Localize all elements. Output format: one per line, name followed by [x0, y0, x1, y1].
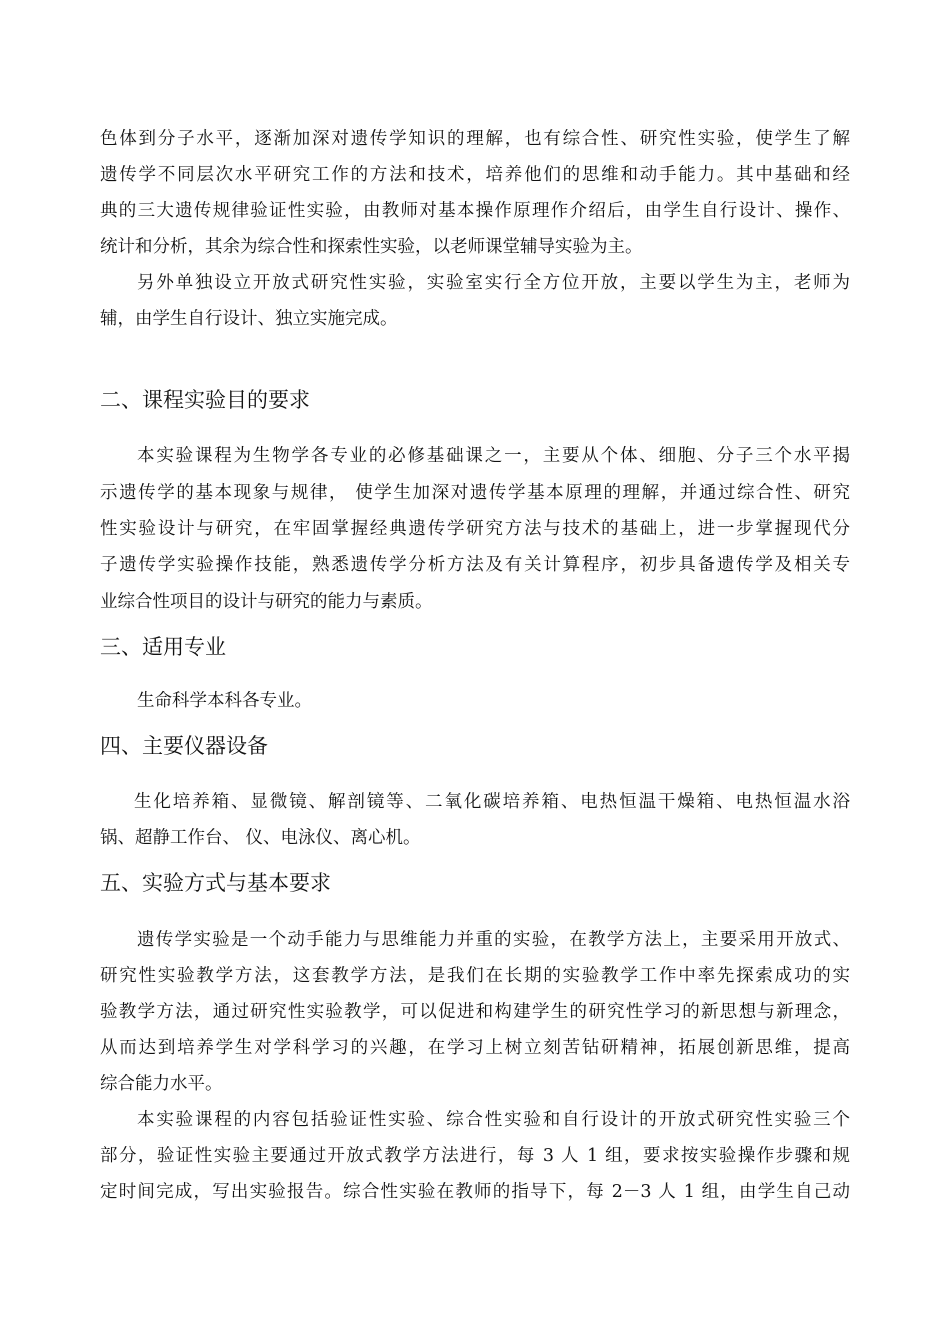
text-line: 研究性实验教学方法，这套教学方法，是我们在长期的实验教学工作中率先探索成功的实: [100, 966, 850, 986]
section-heading: 五、实验方式与基本要求: [100, 871, 331, 895]
text-line: 示遗传学的基本现象与规律， 使学生加深对遗传学基本原理的理解，并通过综合性、研究: [100, 483, 850, 503]
text-line: 子遗传学实验操作技能，熟悉遗传学分析方法及有关计算程序，初步具备遗传学及相关专: [100, 555, 850, 575]
text-line: 部分，验证性实验主要通过开放式教学方法进行，每 3 人 1 组，要求按实验操作步骤和规: [100, 1146, 850, 1166]
text-line: 业综合性项目的设计与研究的能力与素质。: [100, 592, 433, 612]
text-line: 遗传学实验是一个动手能力与思维能力并重的实验，在教学方法上，主要采用开放式、: [137, 930, 850, 950]
text-line: 统计和分析，其余为综合性和探索性实验，以老师课堂辅导实验为主。: [100, 237, 643, 257]
text-line: 从而达到培养学生对学科学习的兴趣，在学习上树立刻苦钻研精神，拓展创新思维，提高: [100, 1038, 850, 1058]
text-line: 验教学方法，通过研究性实验教学，可以促进和构建学生的研究性学习的新思想与新理念，: [100, 1002, 850, 1022]
text-line: 本实验课程为生物学各专业的必修基础课之一，主要从个体、细胞、分子三个水平揭: [137, 446, 850, 466]
text-line: 生化培养箱、显微镜、解剖镜等、二氧化碳培养箱、电热恒温干燥箱、电热恒温水浴: [134, 792, 850, 812]
text-line: 辅，由学生自行设计、独立实施完成。: [100, 309, 398, 329]
section-heading: 二、课程实验目的要求: [100, 388, 310, 412]
text-line: 定时间完成，写出实验报告。综合性实验在教师的指导下，每 2－3 人 1 组，由学生自己动: [100, 1182, 850, 1202]
text-line: 锅、超静工作台、 仪、电泳仪、离心机。: [100, 828, 421, 848]
text-line: 性实验设计与研究，在牢固掌握经典遗传学研究方法与技术的基础上，进一步掌握现代分: [100, 519, 850, 539]
text-line: 遗传学不同层次水平研究工作的方法和技术，培养他们的思维和动手能力。其中基础和经: [100, 165, 850, 185]
text-line: 另外单独设立开放式研究性实验，实验室实行全方位开放，主要以学生为主，老师为: [137, 273, 850, 293]
text-line: 色体到分子水平，逐渐加深对遗传学知识的理解，也有综合性、研究性实验，使学生了解: [100, 129, 850, 149]
section-heading: 四、主要仪器设备: [100, 734, 268, 758]
text-line: 本实验课程的内容包括验证性实验、综合性实验和自行设计的开放式研究性实验三个: [137, 1110, 850, 1130]
text-line: 生命科学本科各专业。: [137, 691, 312, 711]
section-heading: 三、适用专业: [100, 635, 226, 659]
text-line: 综合能力水平。: [100, 1074, 223, 1094]
text-line: 典的三大遗传规律验证性实验，由教师对基本操作原理作介绍后，由学生自行设计、操作、: [100, 201, 850, 221]
